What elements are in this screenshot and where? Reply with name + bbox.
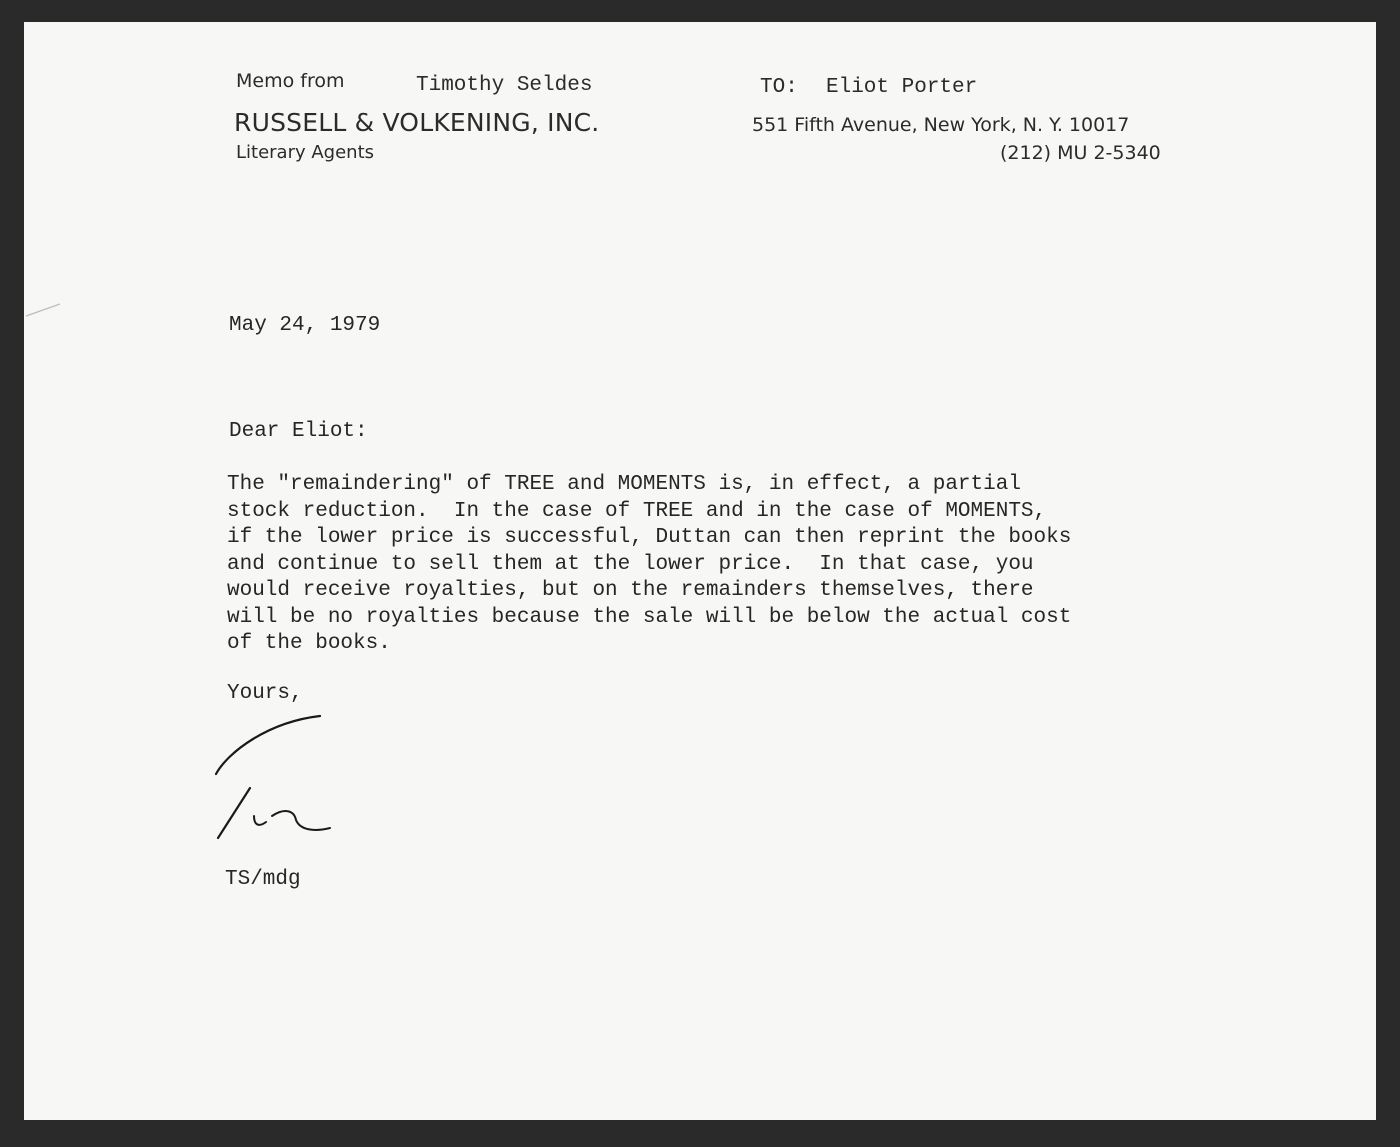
company-name: RUSSELL & VOLKENING, INC. [234,108,600,137]
typist-initials: TS/mdg [225,868,301,891]
body-line: and continue to sell them at the lower price. In that case, you [227,552,1034,576]
paper-edge-mark [24,300,64,320]
sender-name: Timothy Seldes [416,74,593,97]
letter-body [227,472,1071,658]
body-line: would receive royalties, but on the remainders themselves, there [227,579,1034,602]
company-address: 551 Fifth Avenue, New York, N. Y. 10017 [752,114,1130,136]
body-line: stock reduction. In the case of TREE and in the case of MOMENTS, [227,499,1047,523]
handwritten-signature [210,712,340,842]
company-tagline: Literary Agents [236,142,375,163]
recipient-name: Eliot Porter [826,76,978,99]
letter-page [24,22,1376,1120]
memo-from-label: Memo from [236,70,345,92]
letter-salutation: Dear Eliot: [229,420,368,443]
recipient-label: TO: [760,76,798,99]
company-phone: (212) MU 2-5340 [1000,142,1161,164]
body-line: The "remaindering" of TREE and MOMENTS is, in effect, a partial [227,473,1021,496]
letter-closing: Yours, [227,682,303,705]
body-line: if the lower price is successful, Duttan can then reprint the books [227,526,1072,549]
letter-date: May 24, 1979 [229,314,381,337]
body-line: will be no royalties because the sale will be below the actual cost [227,605,1072,629]
body-line: of the books. [227,632,391,655]
